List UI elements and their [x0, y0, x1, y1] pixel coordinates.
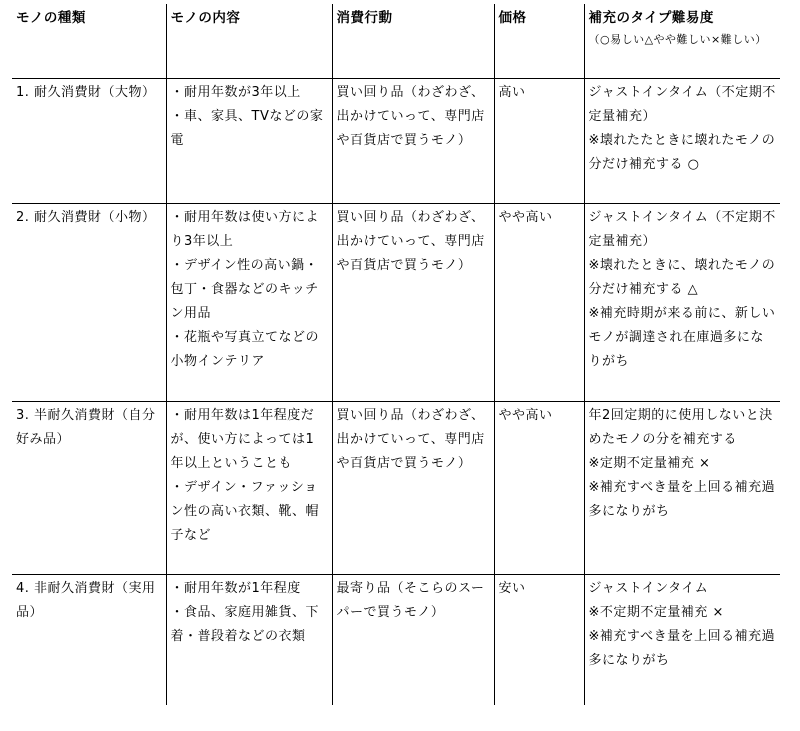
- table-row: [12, 79, 780, 204]
- refill-cell: ジャストインタイム（不定期不定量補充） ※壊れたたときに壊れたモノの分だけ補充する ○: [584, 79, 780, 204]
- table-row: [12, 575, 780, 706]
- goods-type-cell: 1. 耐久消費財（大物）: [12, 79, 166, 204]
- difficulty-legend: （○易しい△やや難しい×難しい）: [588, 33, 767, 46]
- behavior-cell: 買い回り品（わざわざ、出かけていって、専門店や百貨店で買うモノ）: [332, 204, 494, 402]
- table-row: [12, 204, 780, 402]
- goods-content-cell: ・耐用年数が1年程度 ・食品、家庭用雑貨、下着・普段着などの衣類: [166, 575, 332, 706]
- goods-content-cell: ・耐用年数が3年以上 ・車、家具、TVなどの家電: [166, 79, 332, 204]
- header-refill-type: 補充のタイプ難易度 （○易しい△やや難しい×難しい）: [584, 4, 780, 79]
- price-cell: やや高い: [494, 402, 584, 575]
- goods-type-cell: 3. 半耐久消費財（自分好み品）: [12, 402, 166, 575]
- refill-cell: ジャストインタイム（不定期不定量補充） ※壊れたときに、壊れたモノの分だけ補充する △ ※補充時期が来る前に、新しいモノが調達され在庫過多になりがち: [584, 204, 780, 402]
- goods-type-cell: 2. 耐久消費財（小物）: [12, 204, 166, 402]
- consumer-goods-table: [12, 4, 780, 705]
- header-row: [12, 4, 780, 79]
- price-cell: やや高い: [494, 204, 584, 402]
- behavior-cell: 最寄り品（そこらのスーパーで買うモノ）: [332, 575, 494, 706]
- behavior-cell: 買い回り品（わざわざ、出かけていって、専門店や百貨店で買うモノ）: [332, 79, 494, 204]
- header-consumer-behavior: 消費行動: [332, 4, 494, 79]
- goods-type-cell: 4. 非耐久消費財（実用品）: [12, 575, 166, 706]
- goods-content-cell: ・耐用年数は1年程度だが、使い方によっては1年以上ということも ・デザイン・ファッション性の高い衣類、靴、帽子など: [166, 402, 332, 575]
- header-goods-type: モノの種類: [12, 4, 166, 79]
- behavior-cell: 買い回り品（わざわざ、出かけていって、専門店や百貨店で買うモノ）: [332, 402, 494, 575]
- price-cell: 安い: [494, 575, 584, 706]
- refill-cell: 年2回定期的に使用しないと決めたモノの分を補充する ※定期不定量補充 × ※補充すべき量を上回る補充過多になりがち: [584, 402, 780, 575]
- table-row: [12, 402, 780, 575]
- header-price: 価格: [494, 4, 584, 79]
- refill-cell: ジャストインタイム ※不定期不定量補充 × ※補充すべき量を上回る補充過多になりがち: [584, 575, 780, 706]
- price-cell: 高い: [494, 79, 584, 204]
- goods-content-cell: ・耐用年数は使い方により3年以上 ・デザイン性の高い鍋・包丁・食器などのキッチン用品 ・花瓶や写真立てなどの小物インテリア: [166, 204, 332, 402]
- header-goods-content: モノの内容: [166, 4, 332, 79]
